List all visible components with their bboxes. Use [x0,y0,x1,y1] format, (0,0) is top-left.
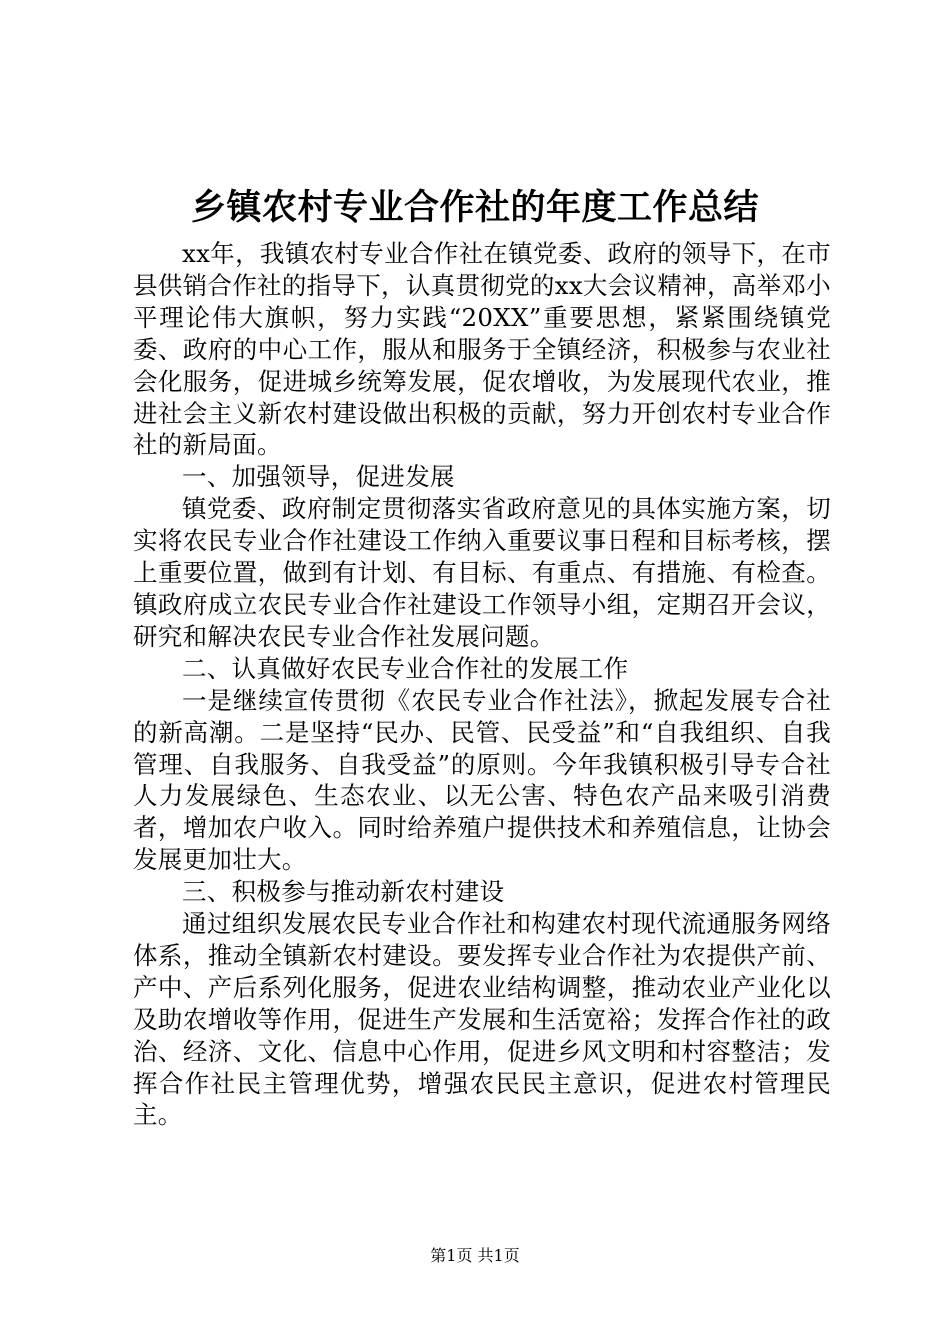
section-1-paragraph: 镇党委、政府制定贯彻落实省政府意见的具体实施方案，切实将农民专业合作社建设工作纳入重要议事日程和目标考核，摆上重要位置，做到有计划、有目标、有重点、有措施、有检查。镇政府成立农民专业合作社建设工作领导小组，定期召开会议，研究和解决农民专业合作社发展问题。 [133,494,831,651]
page-footer: 第1页 共1页 [430,1246,520,1265]
section-heading-3: 三、积极参与推动新农村建设 [182,877,505,907]
section-2-paragraph: 一是继续宣传贯彻《农民专业合作社法》，掀起发展专合社的新高潮。二是坚持“民办、民管、民受益”和“自我组织、自我管理、自我服务、自我受益”的原则。今年我镇积极引导专合社人力发展绿色、生态农业、以无公害、特色农产品来吸引消费者，增加农户收入。同时给养殖户提供技术和养殖信息，让协会发展更加壮大。 [133,685,831,875]
page-title: 乡镇农村专业合作社的年度工作总结 [190,188,759,228]
document-body [133,238,831,1131]
section-heading-1: 一、加强领导，促进发展 [182,462,455,492]
section-3-paragraph: 通过组织发展农民专业合作社和构建农村现代流通服务网络体系，推动全镇新农村建设。要发挥专业合作社为农提供产前、产中、产后系列化服务，促进农业结构调整，推动农业产业化以及助农增收等作用，促进生产发展和生活宽裕；发挥合作社的政治、经济、文化、信息中心作用，促进乡风文明和村容整洁；发挥合作社民主管理优势，增强农民民主意识，促进农村管理民主。 [133,909,831,1130]
section-heading-2: 二、认真做好农民专业合作社的发展工作 [182,653,629,683]
intro-paragraph: xx年，我镇农村专业合作社在镇党委、政府的领导下，在市县供销合作社的指导下，认真贯彻党的xx大会议精神，高举邓小平理论伟大旗帜，努力实践“20XX”重要思想，紧紧围绕镇党委、政府的中心工作，服从和服务于全镇经济，积极参与农业社会化服务，促进城乡统筹发展，促农增收，为发展现代农业，推进社会主义新农村建设做出积极的贡献，努力开创农村专业合作社的新局面。 [133,239,831,460]
